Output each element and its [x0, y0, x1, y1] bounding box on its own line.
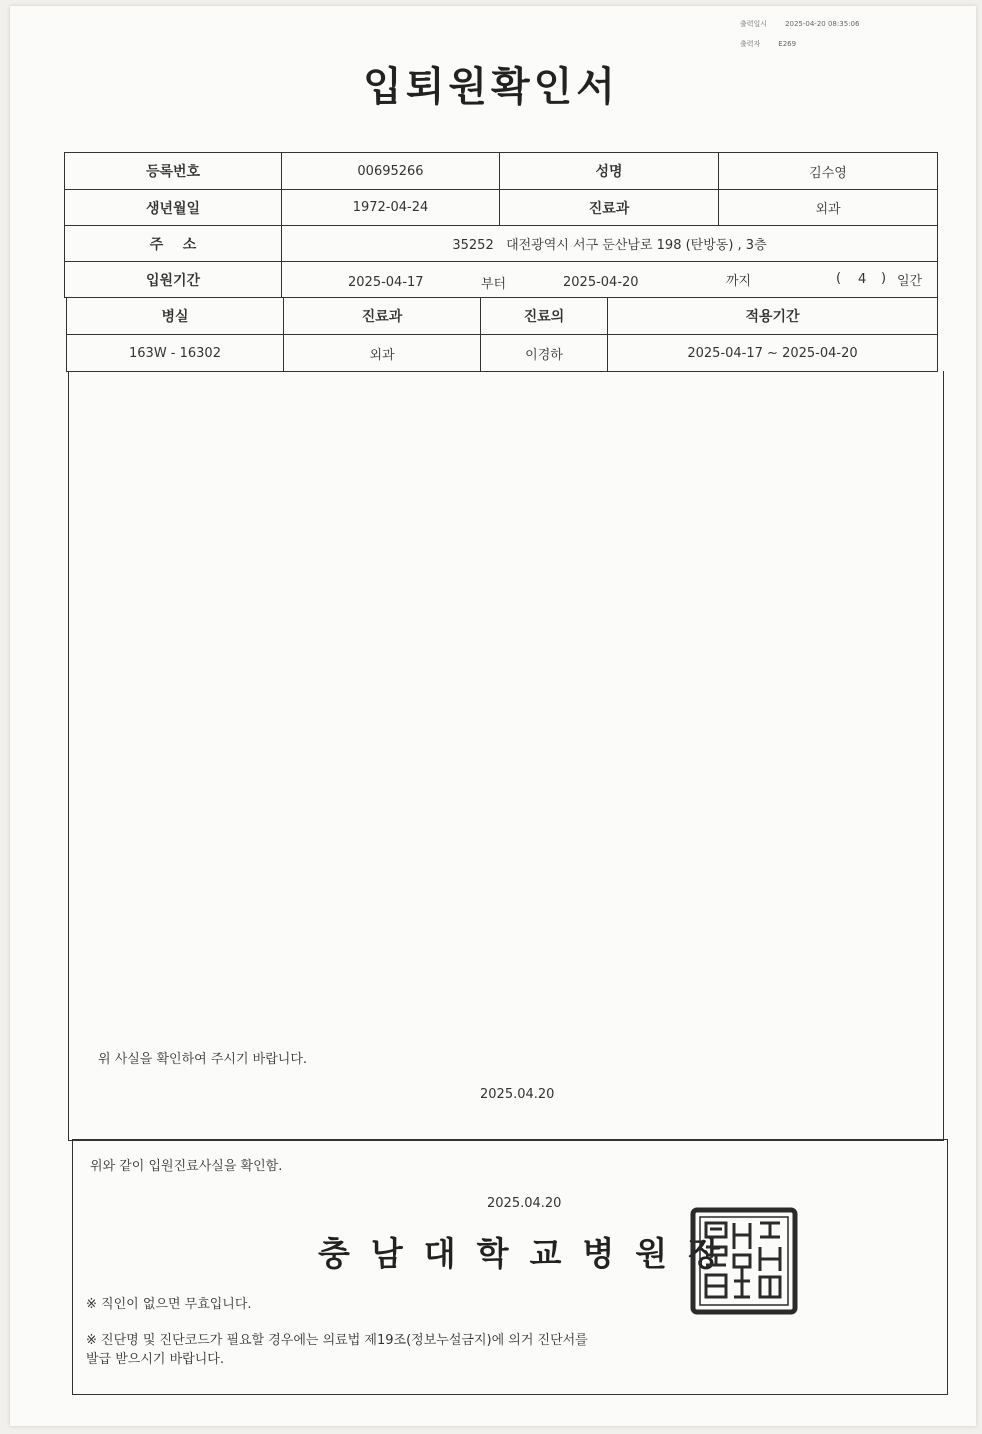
document-title: 입퇴원확인서: [363, 64, 619, 110]
birth-label: 생년월일: [64, 189, 282, 226]
admission-label: 입원기간: [64, 261, 282, 298]
confirmation-date: 2025.04.20: [487, 1196, 562, 1211]
dept-value: 외과: [718, 189, 938, 226]
printed-by-label: 출력자: [740, 40, 761, 48]
doctor-header: 진료의: [480, 297, 608, 335]
print-info: [740, 14, 877, 54]
content-area: [68, 371, 944, 1141]
admission-days: 4: [858, 272, 867, 287]
request-text: 위 사실을 확인하여 주시기 바랍니다.: [98, 1052, 308, 1067]
birth-value: 1972-04-24: [281, 189, 500, 226]
official-seal-icon: [690, 1207, 798, 1315]
hospital-seal-suffix: 장: [688, 1234, 742, 1273]
reg-no-value: 00695266: [281, 152, 500, 190]
hospital-name: [318, 1228, 741, 1275]
admission-from: 2025-04-17: [348, 275, 424, 290]
note-diagnosis-line2: 발급 받으시기 바랍니다.: [86, 1352, 224, 1367]
name-value: 김수영: [718, 152, 938, 190]
name-label: 성명: [499, 152, 719, 190]
ward-dept-header: 진료과: [283, 297, 481, 335]
ward-value: 163W - 16302: [66, 334, 284, 372]
admission-to-suffix: 까지: [726, 274, 752, 289]
note-diagnosis-line1: ※ 진단명 및 진단코드가 필요할 경우에는 의료법 제19조(정보누설금지)에 의거 진단서를: [86, 1333, 588, 1348]
printed-at: 2025-04-20 08:35:06: [785, 20, 860, 28]
reg-no-label: 등록번호: [64, 152, 282, 190]
address-value: 35252 대전광역시 서구 둔산남로 198 (탄방동) , 3층: [281, 225, 938, 262]
admission-to: 2025-04-20: [563, 275, 639, 290]
ward-dept-value: 외과: [283, 334, 481, 372]
days-close-paren: ): [881, 271, 887, 286]
printed-by: E269: [778, 40, 797, 48]
hospital-name-text: 충남대학교병원: [318, 1234, 689, 1273]
request-date: 2025.04.20: [480, 1087, 555, 1102]
admission-days-suffix: 일간: [897, 274, 923, 289]
ward-header: 병실: [66, 297, 284, 335]
note-invalid-without-seal: ※ 직인이 없으면 무효입니다.: [86, 1297, 252, 1312]
address-label: 주 소: [64, 225, 282, 262]
period-value: 2025-04-17 ~ 2025-04-20: [607, 334, 938, 372]
confirmation-text: 위와 같이 입원진료사실을 확인함.: [90, 1159, 283, 1174]
period-header: 적용기간: [607, 297, 938, 335]
admission-from-suffix: 부터: [481, 277, 507, 292]
days-open-paren: (: [836, 271, 842, 286]
doctor-value: 이경하: [480, 334, 608, 372]
printed-at-label: 출력일시: [740, 20, 768, 28]
dept-label: 진료과: [499, 189, 719, 226]
